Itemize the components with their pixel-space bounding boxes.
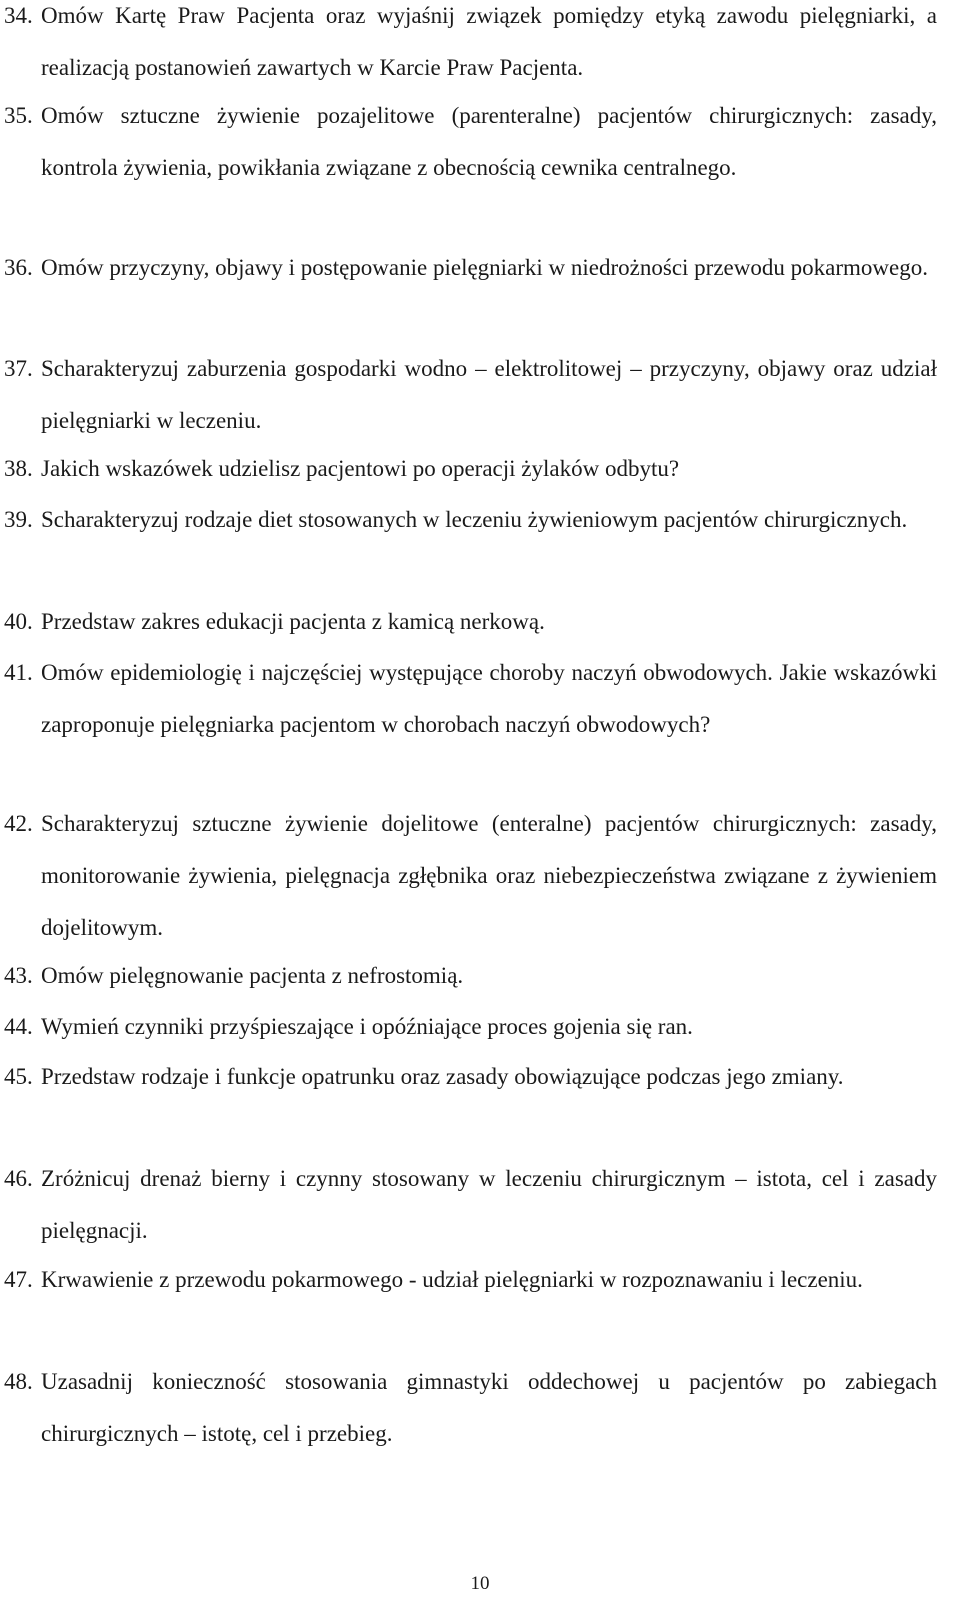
question-text: Scharakteryzuj sztuczne żywienie dojelitowe (enteralne) pacjentów chirurgicznych: zasady, monitorowanie żywienia, pielęgnacja zgłębnika oraz niebezpieczeństwa związane z żywieniem dojelitowym.	[41, 811, 937, 940]
question-text: Przedstaw rodzaje i funkcje opatrunku oraz zasady obowiązujące podczas jego zmiany.	[41, 1064, 844, 1089]
question-text: Wymień czynniki przyśpieszające i opóźniające proces gojenia się ran.	[41, 1014, 693, 1039]
question-number: 34.	[4, 3, 33, 28]
question-number: 38.	[4, 456, 33, 481]
question-number: 46.	[4, 1166, 33, 1191]
question-number: 47.	[4, 1267, 33, 1292]
question-number: 44.	[4, 1014, 33, 1039]
question-text: Omów przyczyny, objawy i postępowanie pielęgniarki w niedrożności przewodu pokarmowego.	[41, 255, 928, 280]
question-text: Omów epidemiologię i najczęściej występujące choroby naczyń obwodowych. Jakie wskazówki zaproponuje pielęgniarka pacjentom w chorobach naczyń obwodowych?	[41, 660, 937, 737]
question-text: Jakich wskazówek udzielisz pacjentowi po operacji żylaków odbytu?	[41, 456, 680, 481]
question-number: 39.	[4, 507, 33, 532]
question-number: 36.	[4, 255, 33, 280]
question-number: 43.	[4, 963, 33, 988]
question-text: Zróżnicuj drenaż bierny i czynny stosowany w leczeniu chirurgicznym – istota, cel i zasady pielęgnacji.	[41, 1166, 937, 1243]
question-number: 45.	[4, 1064, 33, 1089]
question-text: Omów Kartę Praw Pacjenta oraz wyjaśnij związek pomiędzy etyką zawodu pielęgniarki, a realizacją postanowień zawartych w Karcie Praw Pacjenta.	[41, 3, 937, 80]
question-text: Przedstaw zakres edukacji pacjenta z kamicą nerkową.	[41, 609, 545, 634]
question-text: Omów pielęgnowanie pacjenta z nefrostomią.	[41, 963, 464, 988]
question-number: 41.	[4, 660, 33, 685]
question-number: 37.	[4, 356, 33, 381]
question-text: Scharakteryzuj zaburzenia gospodarki wodno – elektrolitowej – przyczyny, objawy oraz udział pielęgniarki w leczeniu.	[41, 356, 937, 433]
page-number: 10	[470, 1573, 490, 1594]
question-number: 42.	[4, 811, 33, 836]
question-text: Krwawienie z przewodu pokarmowego - udział pielęgniarki w rozpoznawaniu i leczeniu.	[41, 1267, 863, 1292]
question-text: Uzasadnij konieczność stosowania gimnastyki oddechowej u pacjentów po zabiegach chirurgicznych – istotę, cel i przebieg.	[41, 1369, 937, 1446]
question-text: Scharakteryzuj rodzaje diet stosowanych w leczeniu żywieniowym pacjentów chirurgicznych.	[41, 507, 908, 532]
question-number: 40.	[4, 609, 33, 634]
question-number: 35.	[4, 103, 33, 128]
question-number: 48.	[4, 1369, 33, 1394]
question-text: Omów sztuczne żywienie pozajelitowe (parenteralne) pacjentów chirurgicznych: zasady, kontrola żywienia, powikłania związane z obecnością cewnika centralnego.	[41, 103, 937, 180]
